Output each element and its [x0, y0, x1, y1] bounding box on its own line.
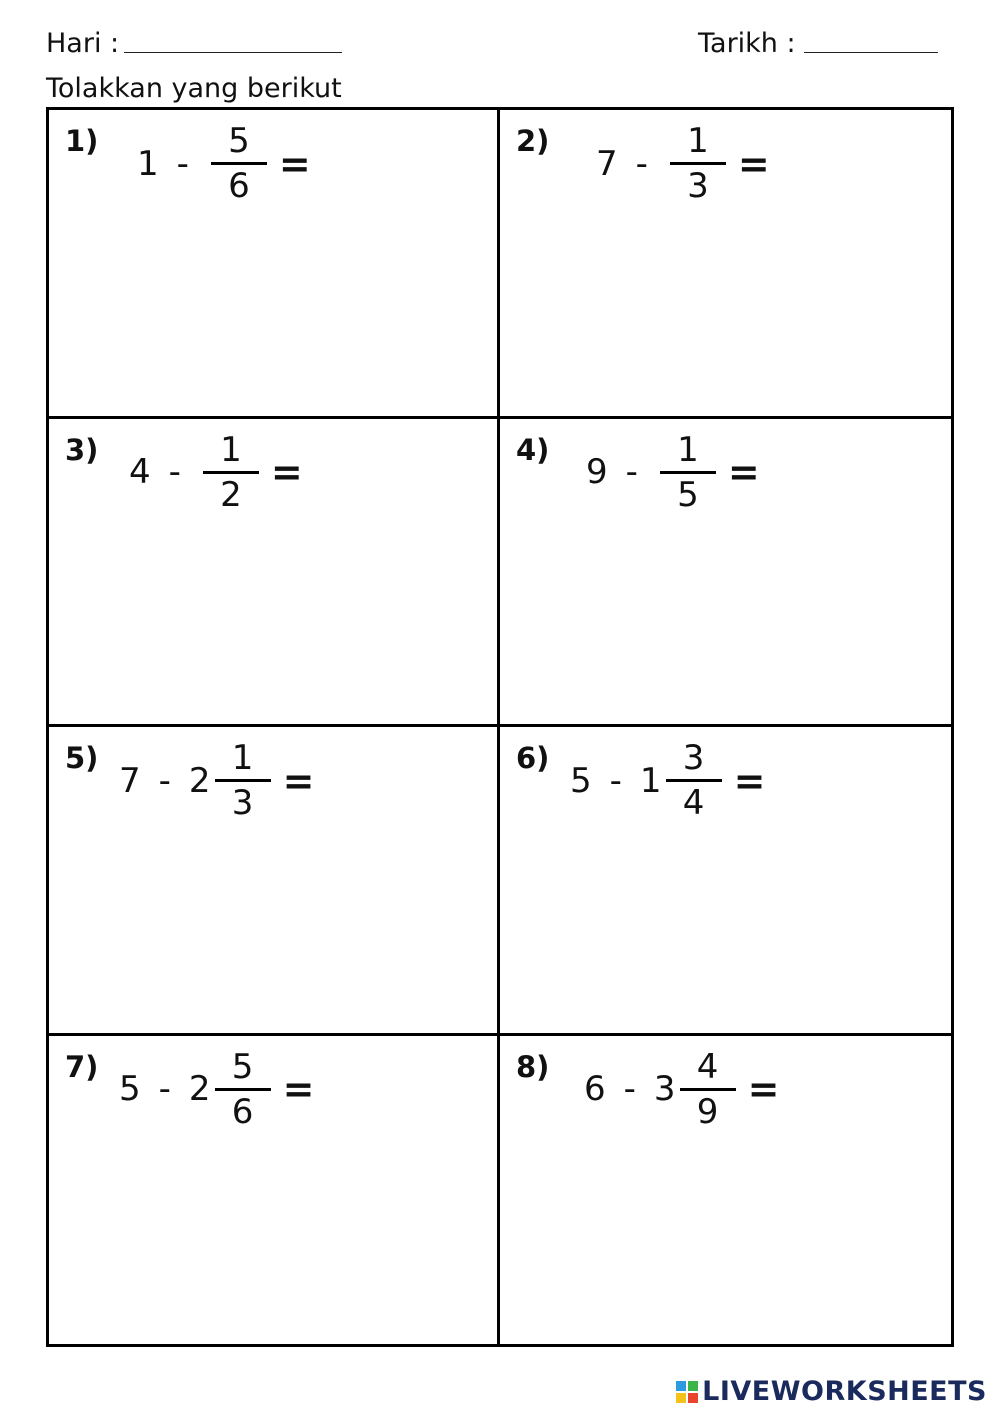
fraction — [680, 1046, 736, 1132]
liveworksheets-logo — [676, 1376, 987, 1407]
logo-square — [676, 1393, 686, 1403]
denominator: 6 — [231, 1091, 254, 1132]
problem-number: 3) — [65, 432, 99, 467]
fraction — [666, 738, 722, 823]
denominator: 9 — [696, 1091, 719, 1132]
minus-sign: - — [168, 452, 181, 492]
fraction — [215, 738, 271, 823]
minus-sign: - — [158, 760, 171, 801]
denominator: 3 — [687, 166, 709, 206]
minus-sign: - — [625, 452, 638, 492]
numerator: 1 — [677, 429, 699, 470]
hari-label: Hari : — [46, 28, 120, 59]
problem-expression — [596, 121, 770, 206]
whole-number: 1 — [137, 143, 159, 184]
fraction-bar — [215, 1088, 271, 1091]
problem-cell-1[interactable] — [49, 110, 500, 419]
numerator: 3 — [682, 738, 705, 778]
problem-number: 8) — [516, 1049, 550, 1084]
problem-expression — [586, 429, 760, 515]
problem-number: 2) — [516, 124, 550, 158]
fraction-bar — [660, 471, 716, 474]
liveworksheets-logo-text: LIVEWORKSHEETS — [702, 1376, 987, 1407]
denominator: 5 — [677, 474, 699, 515]
instruction-text: Tolakkan yang berikut — [46, 73, 342, 104]
fraction — [203, 429, 259, 515]
tarikh-answer-line[interactable] — [804, 52, 938, 53]
mixed-whole-number: 1 — [639, 760, 662, 801]
minus-sign: - — [635, 143, 648, 184]
numerator: 4 — [696, 1046, 719, 1087]
tarikh-label: Tarikh : — [698, 28, 796, 59]
numerator: 1 — [231, 738, 254, 778]
denominator: 3 — [231, 783, 254, 823]
mixed-whole-number: 2 — [188, 1069, 211, 1109]
equals-sign: = — [733, 758, 766, 803]
equals-sign: = — [727, 450, 760, 494]
fraction-bar — [215, 779, 271, 782]
problem-expression — [129, 429, 303, 515]
problem-expression — [570, 738, 766, 823]
problem-number: 6) — [516, 741, 550, 775]
fraction-bar — [211, 162, 267, 165]
minus-sign: - — [609, 760, 622, 801]
whole-number: 7 — [119, 760, 141, 801]
whole-number: 5 — [570, 760, 592, 801]
problem-grid — [46, 107, 954, 1347]
whole-number: 6 — [584, 1069, 606, 1109]
denominator: 4 — [682, 783, 705, 823]
fraction — [660, 429, 716, 515]
problem-number: 5) — [65, 741, 99, 775]
fraction — [215, 1046, 271, 1132]
equals-sign: = — [278, 141, 311, 186]
numerator: 1 — [220, 429, 242, 470]
denominator: 6 — [228, 166, 250, 206]
whole-number: 9 — [586, 452, 608, 492]
minus-sign: - — [158, 1069, 171, 1109]
equals-sign: = — [282, 1067, 315, 1111]
liveworksheets-logo-icon — [676, 1381, 698, 1403]
numerator: 5 — [228, 121, 250, 161]
problem-cell-3[interactable] — [49, 419, 500, 728]
problem-cell-2[interactable] — [500, 110, 951, 419]
problem-number: 4) — [516, 432, 550, 467]
whole-number: 7 — [596, 143, 618, 184]
problem-expression — [119, 738, 315, 823]
fraction — [670, 121, 726, 206]
equals-sign: = — [270, 450, 303, 494]
problem-cell-6[interactable] — [500, 727, 951, 1036]
fraction-bar — [203, 471, 259, 474]
mixed-whole-number: 2 — [188, 760, 211, 801]
logo-square — [676, 1381, 686, 1391]
logo-square — [688, 1381, 698, 1391]
numerator: 1 — [687, 121, 709, 161]
whole-number: 5 — [119, 1069, 141, 1109]
equals-sign: = — [282, 758, 315, 803]
hari-answer-line[interactable] — [124, 52, 342, 53]
problem-expression — [119, 1046, 315, 1132]
numerator: 5 — [231, 1046, 254, 1087]
equals-sign: = — [747, 1067, 780, 1111]
problem-expression — [137, 121, 311, 206]
problem-cell-8[interactable] — [500, 1036, 951, 1345]
denominator: 2 — [220, 474, 242, 515]
problem-expression — [584, 1046, 780, 1132]
equals-sign: = — [737, 141, 770, 186]
mixed-whole-number: 3 — [653, 1069, 676, 1109]
problem-cell-5[interactable] — [49, 727, 500, 1036]
fraction-bar — [666, 779, 722, 782]
fraction — [211, 121, 267, 206]
logo-square — [688, 1393, 698, 1403]
minus-sign: - — [176, 143, 189, 184]
whole-number: 4 — [129, 452, 151, 492]
problem-cell-4[interactable] — [500, 419, 951, 728]
fraction-bar — [670, 162, 726, 165]
problem-number: 1) — [65, 124, 99, 158]
problem-cell-7[interactable] — [49, 1036, 500, 1345]
minus-sign: - — [623, 1069, 636, 1109]
problem-number: 7) — [65, 1049, 99, 1084]
fraction-bar — [680, 1088, 736, 1091]
